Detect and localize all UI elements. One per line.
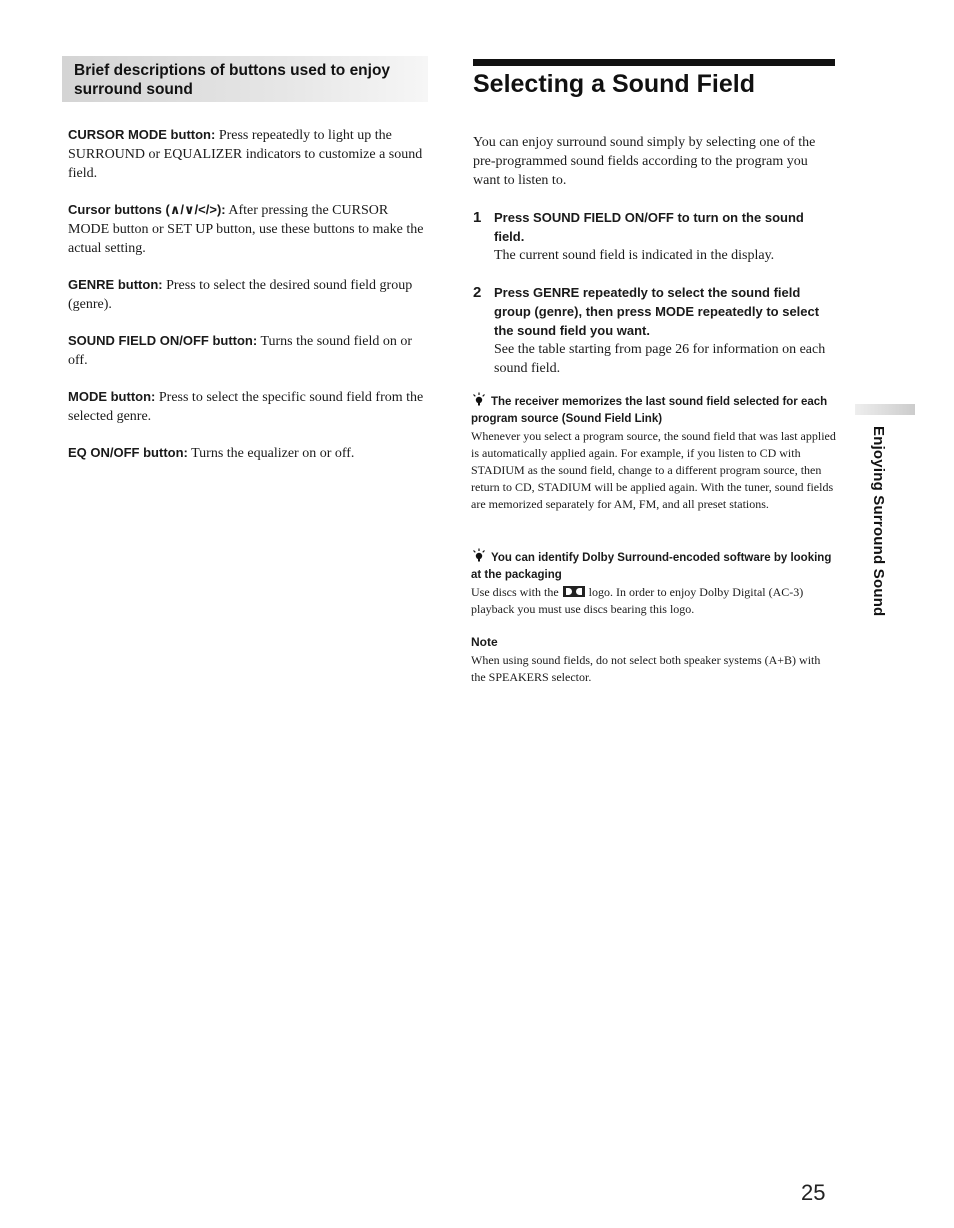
- page-title: Selecting a Sound Field: [473, 70, 755, 98]
- note-heading: Note: [471, 635, 498, 649]
- item-title: Cursor buttons (∧/∨/</>):: [68, 202, 226, 217]
- step-1: [473, 208, 833, 268]
- step-body: See the table starting from page 26 for information on each sound field.: [494, 342, 826, 376]
- item-title: MODE button:: [68, 389, 156, 404]
- item-text: Press to select the desired sound field group (genre).: [68, 278, 413, 312]
- item-title: GENRE button:: [68, 277, 163, 292]
- item-title: SOUND FIELD ON/OFF button:: [68, 333, 258, 348]
- button-description-cursor-buttons: [68, 200, 428, 258]
- button-description-genre: [68, 275, 428, 314]
- item-text: Press to select the specific sound field from the selected genre.: [68, 390, 424, 424]
- tip-heading-text: You can identify Dolby Surround-encoded software by looking at the packaging: [471, 552, 832, 581]
- button-description-eq-on-off: [68, 443, 428, 463]
- intro-paragraph: You can enjoy surround sound simply by selecting one of the pre-programmed sound fields according to the program you want to listen to.: [473, 135, 816, 188]
- step-number: 1: [473, 209, 482, 226]
- tip-body-before-logo: Use discs with the: [471, 585, 559, 599]
- side-tab-label: Enjoying Surround Sound: [870, 426, 887, 617]
- button-description-mode: [68, 387, 428, 426]
- item-text: After pressing the CURSOR MODE button or SET UP button, use these buttons to make the actual setting.: [68, 203, 424, 256]
- button-description-sound-field-on-off: [68, 331, 428, 370]
- section-heading: Brief descriptions of buttons used to enjoy surround sound: [74, 62, 391, 98]
- note-body: When using sound fields, do not select both speaker systems (A+B) with the SPEAKERS selector.: [471, 653, 821, 684]
- step-heading: Press GENRE repeatedly to select the sound field group (genre), then press MODE repeatedly to select the sound field you want.: [494, 285, 820, 338]
- section-heading-box: [62, 56, 428, 102]
- tip-heading: [471, 548, 836, 584]
- step-body: The current sound field is indicated in the display.: [494, 248, 775, 263]
- item-text: Turns the sound field on or off.: [68, 334, 412, 368]
- step-number: 2: [473, 284, 482, 301]
- tip-bulb-icon: [471, 548, 487, 562]
- tip-heading-text: The receiver memorizes the last sound field selected for each program source (Sound Field Link): [471, 396, 828, 425]
- page-number: 25: [801, 1180, 826, 1205]
- button-description-cursor-mode: [68, 125, 428, 183]
- item-title: CURSOR MODE button:: [68, 127, 216, 142]
- item-text: Press repeatedly to light up the SURROUND or EQUALIZER indicators to customize a sound field.: [68, 128, 423, 181]
- step-heading: Press SOUND FIELD ON/OFF to turn on the sound field.: [494, 210, 804, 244]
- tip-sound-field-link: [471, 392, 836, 513]
- tip-bulb-icon: [471, 392, 487, 406]
- tip-body: Whenever you select a program source, the sound field that was last applied is automatically applied again. For example, if you listen to CD with STADIUM as the sound field, change to a different program source, then return to CD, STADIUM will be applied again. With the tuner, sound fields are memorized separately for AM, FM, and all preset stations.: [471, 429, 836, 511]
- step-2: [473, 283, 833, 379]
- tip-heading: [471, 392, 836, 428]
- tip-body: [471, 584, 836, 618]
- tip-dolby-surround: [471, 548, 836, 618]
- item-title: EQ ON/OFF button:: [68, 445, 188, 460]
- tip-body-after-logo: logo. In order to enjoy Dolby Digital (AC-3) playback you must use discs bearing this logo.: [471, 585, 804, 616]
- item-text: Turns the equalizer on or off.: [191, 446, 355, 461]
- side-tab-marker: [855, 404, 915, 415]
- title-rule: [473, 59, 835, 66]
- dolby-logo-icon: [563, 586, 585, 597]
